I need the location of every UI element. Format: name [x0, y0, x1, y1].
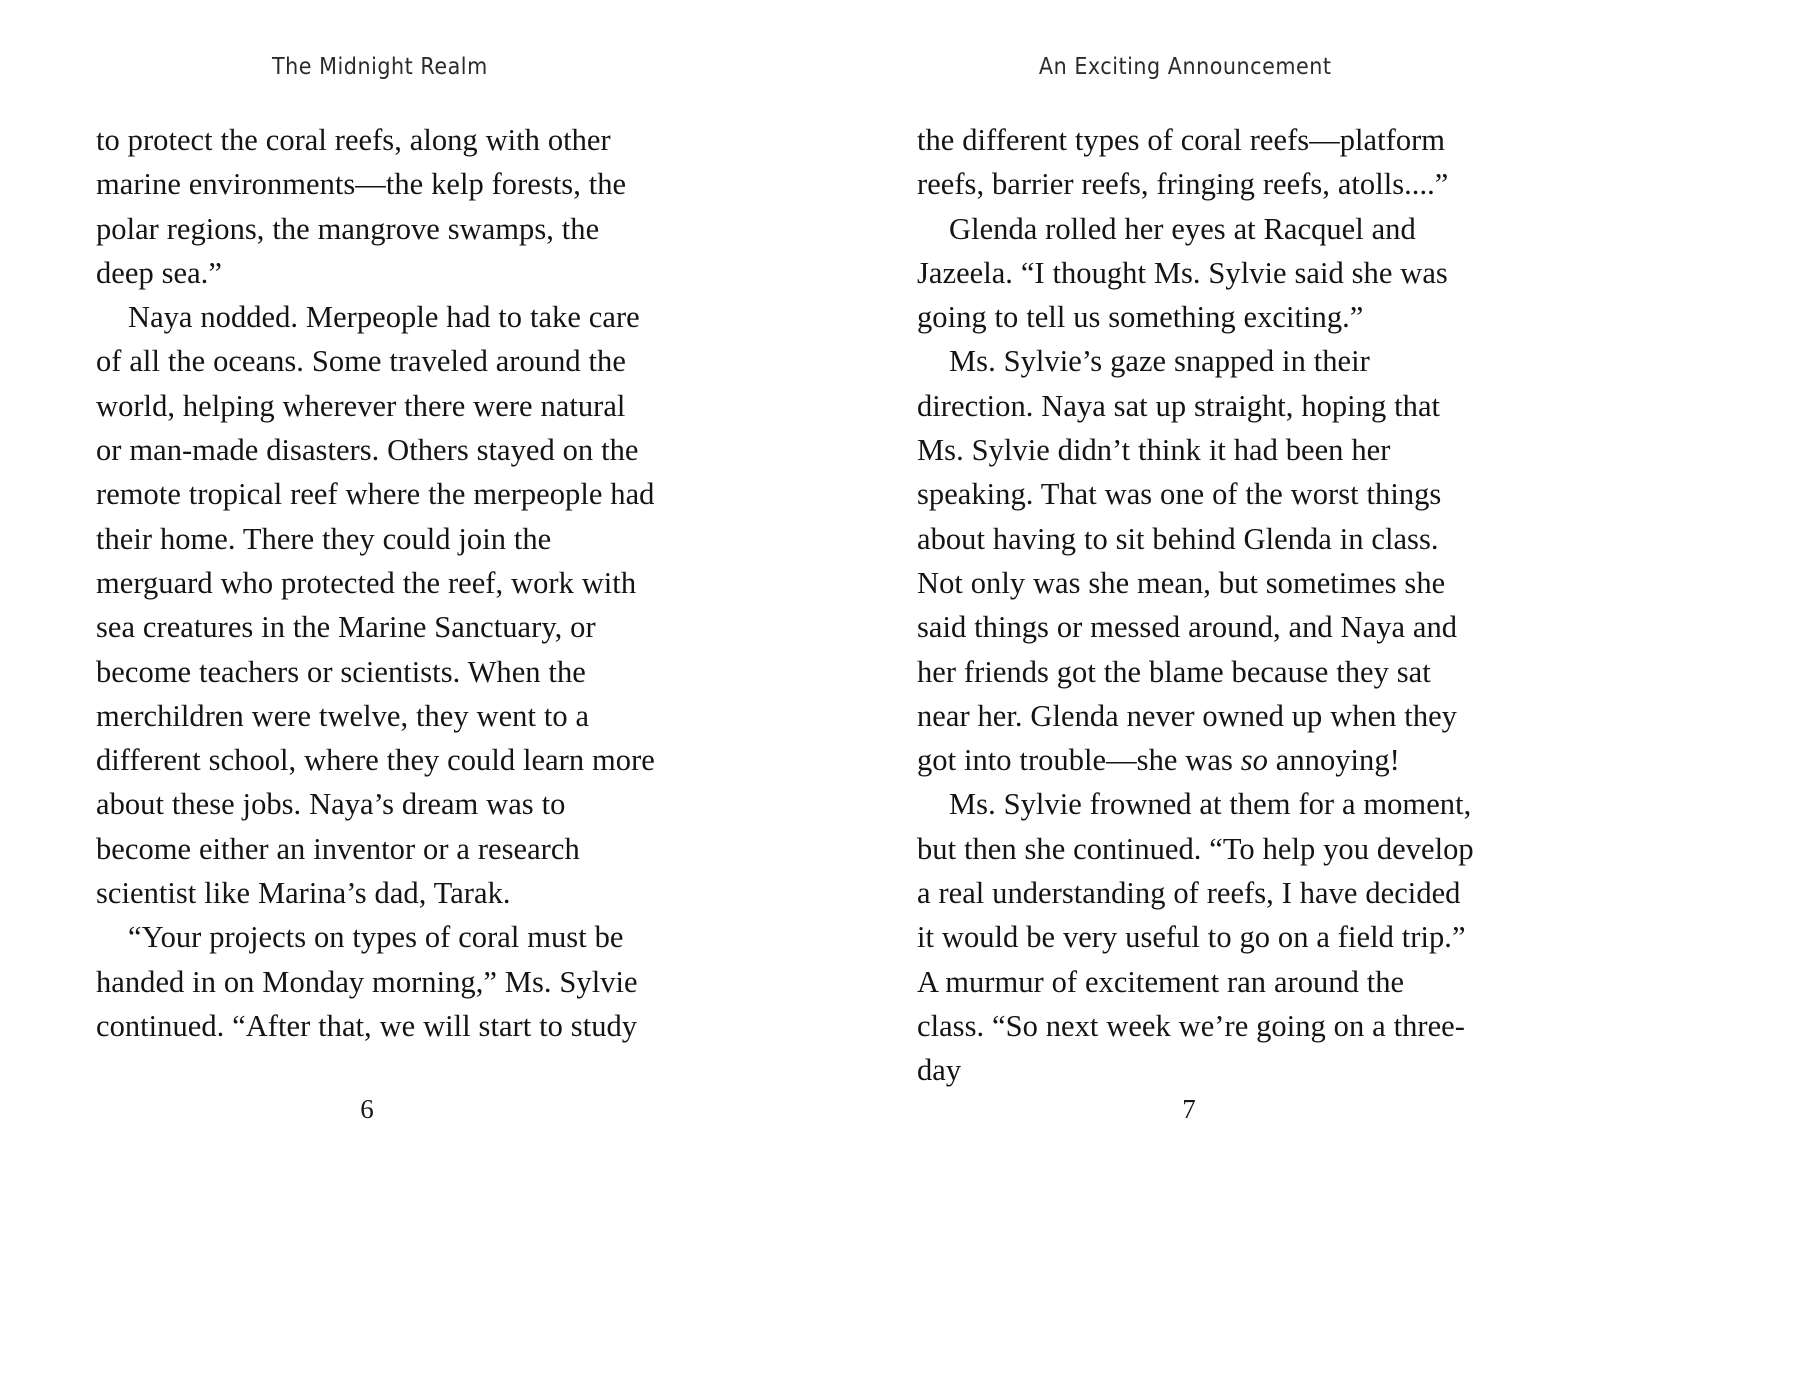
paragraph-run: annoying! — [1267, 743, 1400, 778]
page-number-verso: 6 — [360, 1094, 374, 1124]
page-verso-text-column — [96, 118, 656, 1048]
paragraph-run: Ms. Sylvie’s gaze snapped in their direction. Naya sat up straight, hoping that Ms. Sylvie didn’t think it had been her speaking. That was one of the worst things about having to sit behind Glenda in class. Not only was she mean, but sometimes she said things or messed around, and Naya and her friends got the blame because they sat near her. Glenda never owned up when they got into trouble— — [917, 344, 1458, 778]
paragraph: Glenda rolled her eyes at Racquel and Jazeela. “I thought Ms. Sylvie said she was going to tell us something exciting.” — [917, 211, 1448, 335]
paragraph: the different types of coral reefs—platform reefs, barrier reefs, fringing reefs, atolls....” — [917, 123, 1449, 202]
running-heads — [0, 52, 1816, 86]
running-head-recto: An Exciting Announcement — [1039, 52, 1332, 80]
paragraph: to protect the coral reefs, along with other marine environments—the kelp forests, the polar regions, the mangrove swamps, the deep sea.” — [96, 123, 627, 290]
emphasis-word: so — [1240, 743, 1268, 778]
paragraph-run: she was — [1136, 743, 1241, 778]
paragraph: “Your projects on types of coral must be handed in on Monday morning,” Ms. Sylvie continued. “After that, we will start to study — [96, 920, 638, 1043]
paragraph: Ms. Sylvie frowned at them for a moment, but then she continued. “To help you develop a real understanding of reefs, I have decided it would be very useful to go on a field trip.” A murmur of excitement ran around the class. “So next week we’re going on a three-day — [917, 787, 1474, 1088]
page-recto-text-column — [917, 118, 1477, 1093]
paragraph: Naya nodded. Merpeople had to take care of all the oceans. Some traveled around the world, helping wherever there were natural or man-made disasters. Others stayed on the remote tropical reef where the merpeople had their home. There they could join the merguard who protected the reef, work with sea creatures in the Marine Sanctuary, or become teachers or scientists. When the merchildren were twelve, they went to a different school, where they could learn more about these jobs. Naya’s dream was to become either an inventor or a research scientist like Marina’s dad, Tarak. — [96, 300, 655, 911]
paragraph — [917, 339, 1477, 782]
page-number-recto: 7 — [1182, 1094, 1196, 1124]
running-head-verso: The Midnight Realm — [272, 52, 488, 80]
